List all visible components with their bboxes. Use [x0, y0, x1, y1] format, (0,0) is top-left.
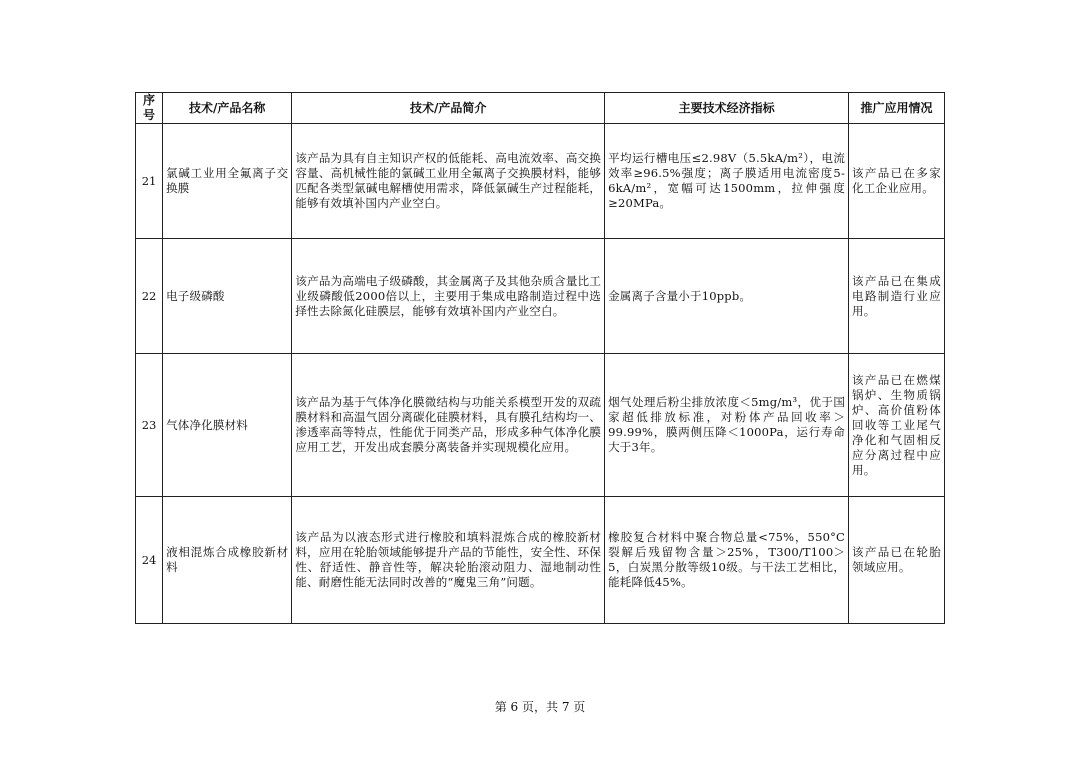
table-row: [136, 497, 945, 624]
table-row: [136, 354, 945, 497]
table-row: [136, 239, 945, 354]
product-application: 该产品已在燃煤锅炉、生物质锅炉、高价值粉体回收等工业尾气净化和气固相反应分离过程中应用。: [849, 354, 945, 497]
product-application: 该产品已在多家化工企业应用。: [849, 124, 945, 239]
product-intro: 该产品为以液态形式进行橡胶和填料混炼合成的橡胶新材料，应用在轮胎领域能够提升产品的节能性，安全性、环保性、舒适性、静音性等，解决轮胎滚动阻力、湿地制动性能、耐磨性能无法同时改善的“魔鬼三角”问题。: [292, 497, 605, 624]
header-no: 序号: [136, 93, 163, 124]
product-intro: 该产品为高端电子级磷酸，其金属离子及其他杂质含量比工业级磷酸低2000倍以上，主要用于集成电路制造过程中选择性去除氮化硅膜层，能够有效填补国内产业空白。: [292, 239, 605, 354]
row-number: 21: [136, 124, 163, 239]
product-spec: 烟气处理后粉尘排放浓度＜5mg/m³，优于国家超低排放标准，对粉体产品回收率＞99.99%，膜两侧压降＜1000Pa，运行寿命大于3年。: [605, 354, 849, 497]
page-footer: 第 6 页，共 7 页: [494, 700, 586, 714]
product-application: 该产品已在轮胎领域应用。: [849, 497, 945, 624]
table-row: [136, 124, 945, 239]
row-number: 24: [136, 497, 163, 624]
tech-product-table: [135, 92, 945, 624]
header-spec: 主要技术经济指标: [605, 93, 849, 124]
product-spec: 金属离子含量小于10ppb。: [605, 239, 849, 354]
product-spec: 橡胶复合材料中聚合物总量<75%，550°C裂解后残留物含量＞25%，T300/T100＞5，白炭黑分散等级10级。与干法工艺相比，能耗降低45%。: [605, 497, 849, 624]
product-name: 电子级磷酸: [163, 239, 292, 354]
header-name: 技术/产品名称: [163, 93, 292, 124]
row-number: 22: [136, 239, 163, 354]
product-name: 液相混炼合成橡胶新材料: [163, 497, 292, 624]
product-intro: 该产品为具有自主知识产权的低能耗、高电流效率、高交换容量、高机械性能的氯碱工业用全氟离子交换膜材料，能够匹配各类型氯碱电解槽使用需求，降低氯碱生产过程能耗，能够有效填补国内产业空白。: [292, 124, 605, 239]
product-name: 气体净化膜材料: [163, 354, 292, 497]
table-header-row: [136, 93, 945, 124]
row-number: 23: [136, 354, 163, 497]
header-application: 推广应用情况: [849, 93, 945, 124]
product-application: 该产品已在集成电路制造行业应用。: [849, 239, 945, 354]
product-intro: 该产品为基于气体净化膜微结构与功能关系模型开发的双疏膜材料和高温气固分离碳化硅膜材料，具有膜孔结构均一、渗透率高等特点，性能优于同类产品，形成多种气体净化膜应用工艺，开发出成套膜分离装备并实现规模化应用。: [292, 354, 605, 497]
product-spec: 平均运行槽电压≤2.98V（5.5kA/m²），电流效率≥96.5%强度；离子膜适用电流密度5-6kA/m²，宽幅可达1500mm，拉伸强度≥20MPa。: [605, 124, 849, 239]
header-intro: 技术/产品简介: [292, 93, 605, 124]
product-name: 氯碱工业用全氟离子交换膜: [163, 124, 292, 239]
